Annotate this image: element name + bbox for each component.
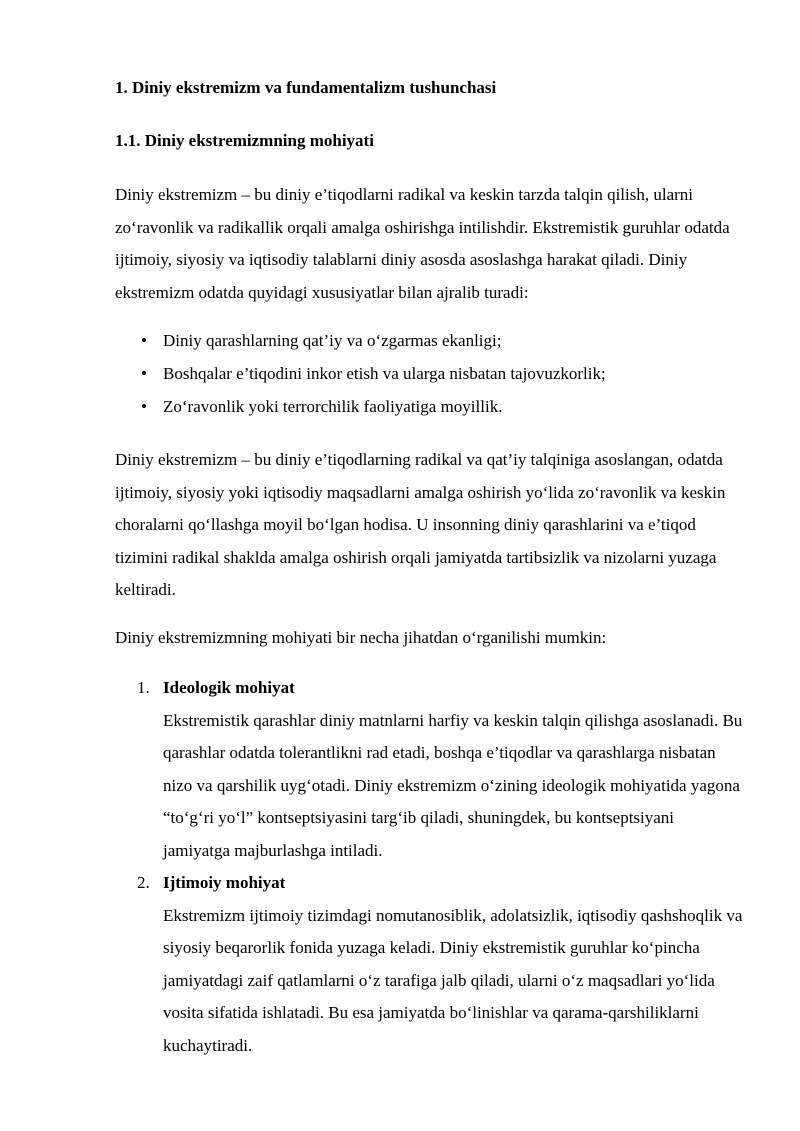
- document-page: [115, 74, 745, 1062]
- bullet-item: [115, 390, 745, 423]
- bullet-marker: •: [141, 364, 147, 383]
- item-body: Ekstremistik qarashlar diniy matnlarni harfiy va keskin talqin qilishga asoslanadi. Bu qarashlar odatda tolerantlikni rad etadi, boshqa e’tiqodlar va qarashlarga nisbatan nizo va qarshilik uyg‘otadi. Diniy ekstremizm o‘zining ideologik mohiyatida yagona “to‘g‘ri yo‘l” kontseptsiyasini targ‘ib qiladi, shuningdek, bu kontseptsiyani jamiyatga majburlashga intiladi.: [163, 710, 743, 860]
- paragraph-intro: Diniy ekstremizm – bu diniy e’tiqodlarni radikal va keskin tarzda talqin qilish, ularni zo‘ravonlik va radikallik orqali amalga oshirishga intilishdir. Ekstremistik guruhlar odatda ijtimoiy, siyosiy va iqtisodiy talablarni diniy asosda asoslashga harakat qiladi. Diniy ekstremizm odatda quyidagi xususiyatlar bilan ajralib turadi:: [115, 185, 730, 302]
- paragraph-aspects: Diniy ekstremizmning mohiyati bir necha jihatdan o‘rganilishi mumkin:: [115, 627, 607, 647]
- bullet-item: [115, 324, 745, 357]
- bullet-text: Boshqalar e’tiqodini inkor etish va ularga nisbatan tajovuzkorlik;: [163, 364, 606, 383]
- bullet-text: Diniy qarashlarning qat’iy va o‘zgarmas ekanligi;: [163, 331, 502, 350]
- item-title: Ideologik mohiyat: [163, 678, 295, 697]
- section-heading: 1. Diniy ekstremizm va fundamentalizm tushunchasi: [115, 78, 497, 97]
- bullet-list: [115, 324, 745, 423]
- item-title: Ijtimoiy mohiyat: [163, 873, 286, 892]
- bullet-marker: •: [141, 331, 147, 350]
- item-number: 1.: [137, 678, 150, 697]
- item-body: Ekstremizm ijtimoiy tizimdagi nomutanosiblik, adolatsizlik, iqtisodiy qashshoqlik va siyosiy beqarorlik fonida yuzaga keladi. Diniy ekstremistik guruhlar ko‘pincha jamiyatdagi zaif qatlamlarni o‘z tarafiga jalb qiladi, ularni o‘z maqsadlari yo‘lida vosita sifatida ishlatadi. Bu esa jamiyatda bo‘linishlar va qarama-qarshiliklarni kuchaytiradi.: [163, 905, 743, 1055]
- bullet-text: Zo‘ravonlik yoki terrorchilik faoliyatiga moyillik.: [163, 397, 503, 416]
- subsection-heading: 1.1. Diniy ekstremizmning mohiyati: [115, 131, 374, 150]
- numbered-item: [115, 672, 745, 867]
- bullet-item: [115, 357, 745, 390]
- numbered-item: [115, 867, 745, 1062]
- item-number: 2.: [137, 873, 150, 892]
- paragraph-definition: Diniy ekstremizm – bu diniy e’tiqodlarning radikal va qat’iy talqiniga asoslangan, odatda ijtimoiy, siyosiy yoki iqtisodiy maqsadlarni amalga oshirish yo‘lida zo‘ravonlik va keskin choralarni qo‘llashga moyil bo‘lgan hodisa. U insonning diniy qarashlarini va e’tiqod tizimini radikal shaklda amalga oshirish orqali jamiyatda tartibsizlik va nizolarni yuzaga keltiradi.: [115, 450, 726, 599]
- numbered-list: [115, 672, 745, 1062]
- bullet-marker: •: [141, 397, 147, 416]
